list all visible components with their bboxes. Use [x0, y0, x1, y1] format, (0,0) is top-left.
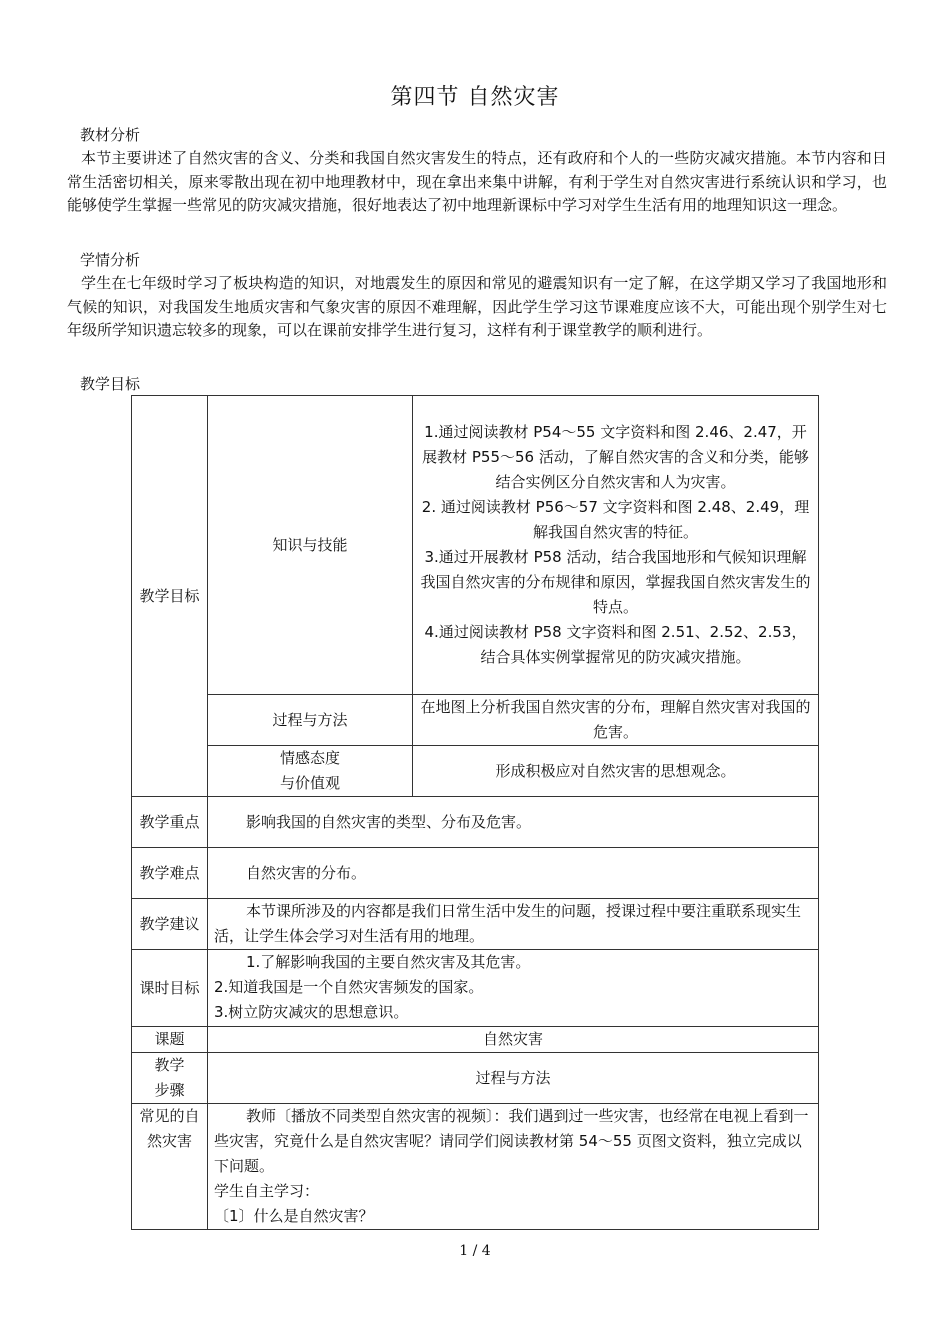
table-row: [132, 848, 819, 899]
goals-label: 教学目标: [132, 396, 208, 797]
common-cell: [208, 1104, 819, 1230]
objectives-heading: 教学目标: [80, 375, 141, 393]
table-row: [132, 746, 819, 797]
knowledge-item: 2. 通过阅读教材 P56～57 文字资料和图 2.48、2.49，理解我国自然灾害的特征。: [421, 498, 810, 541]
hour-item: 1.了解影响我国的主要自然灾害及其危害。: [246, 953, 531, 971]
table-row: [132, 1104, 819, 1230]
situation-text: 学生在七年级时学习了板块构造的知识，对地震发生的原因和常见的避震知识有一定了解，在这学期又学习了我国地形和气候的知识，对我国发生地质灾害和气象灾害的原因不难理解，因此学生学习这节课难度应该不大，可能出现个别学生对七年级所学知识遗忘较多的现象，可以在课前安排学生进行复习，这样有利于课堂教学的顺利进行。: [67, 274, 887, 339]
table-row: [132, 695, 819, 746]
attitude-label-line: 情感态度: [279, 749, 340, 767]
key-text: 影响我国的自然灾害的类型、分布及危害。: [208, 797, 819, 848]
steps-label-line: 教学: [154, 1056, 185, 1074]
hour-item: 2.知道我国是一个自然灾害频发的国家。: [214, 978, 484, 996]
knowledge-item: 4.通过阅读教材 P58 文字资料和图 2.51、2.52、2.53，结合具体实例掌握常见的防灾减灾措施。: [424, 623, 807, 666]
common-text: 教师〔播放不同类型自然灾害的视频〕：我们遇到过一些灾害，也经常在电视上看到一些灾害，究竟什么是自然灾害呢？请同学们阅读教材第 54～55 页图文资料，独立完成以下问题。: [214, 1107, 809, 1175]
topic-text: 自然灾害: [208, 1027, 819, 1053]
key-label: 教学重点: [132, 797, 208, 848]
table-row: [132, 1027, 819, 1053]
common-line: 〔1〕什么是自然灾害？: [214, 1207, 374, 1225]
hour-cell: [208, 950, 819, 1027]
situation-paragraph: [67, 272, 887, 343]
attitude-text: 形成积极应对自然灾害的思想观念。: [413, 746, 819, 797]
suggestion-cell: [208, 899, 819, 950]
situation-heading: 学情分析: [80, 251, 141, 269]
common-line: 学生自主学习：: [214, 1182, 320, 1200]
knowledge-item: 1.通过阅读教材 P54～55 文字资料和图 2.46、2.47，开展教材 P55～56 活动，了解自然灾害的含义和分类，能够结合实例区分自然灾害和人为灾害。: [422, 423, 809, 491]
suggestion-text: 本节课所涉及的内容都是我们日常生活中发生的问题，授课过程中要注重联系现实生活，让学生体会学习对生活有用的地理。: [214, 902, 802, 945]
knowledge-label: 知识与技能: [208, 396, 413, 695]
topic-label: 课题: [132, 1027, 208, 1053]
table-row: [132, 797, 819, 848]
steps-text: 过程与方法: [208, 1053, 819, 1104]
analysis-text: 本节主要讲述了自然灾害的含义、分类和我国自然灾害发生的特点，还有政府和个人的一些防灾减灾措施。本节内容和日常生活密切相关，原来零散出现在初中地理教材中，现在拿出来集中讲解，有利于学生对自然灾害进行系统认识和学习，也能够使学生掌握一些常见的防灾减灾措施，很好地表达了初中地理新课标中学习对学生生活有用的地理知识这一理念。: [67, 149, 887, 214]
objectives-table: [131, 395, 819, 1230]
page-title: 第四节 自然灾害: [390, 85, 560, 110]
knowledge-cell: [413, 396, 819, 695]
hour-item: 3.树立防灾减灾的思想意识。: [214, 1003, 409, 1021]
suggestion-label: 教学建议: [132, 899, 208, 950]
table-row: [132, 1053, 819, 1104]
page-number: 1 / 4: [459, 1243, 491, 1259]
hour-label: 课时目标: [132, 950, 208, 1027]
difficulty-text: 自然灾害的分布。: [208, 848, 819, 899]
attitude-label-line: 与价值观: [279, 774, 340, 792]
attitude-label: [208, 746, 413, 797]
knowledge-item: 3.通过开展教材 P58 活动，结合我国地形和气候知识理解我国自然灾害的分布规律和原因，掌握我国自然灾害发生的特点。: [420, 548, 811, 616]
process-text: 在地图上分析我国自然灾害的分布，理解自然灾害对我国的危害。: [413, 695, 819, 746]
analysis-heading: 教材分析: [80, 126, 141, 144]
common-label: 常见的自然灾害: [132, 1104, 208, 1230]
difficulty-label: 教学难点: [132, 848, 208, 899]
table-row: [132, 950, 819, 1027]
table-row: [132, 899, 819, 950]
steps-label-line: 步骤: [154, 1081, 185, 1099]
analysis-paragraph: [67, 147, 887, 218]
steps-label: [132, 1053, 208, 1104]
process-label: 过程与方法: [208, 695, 413, 746]
table-row: [132, 396, 819, 695]
